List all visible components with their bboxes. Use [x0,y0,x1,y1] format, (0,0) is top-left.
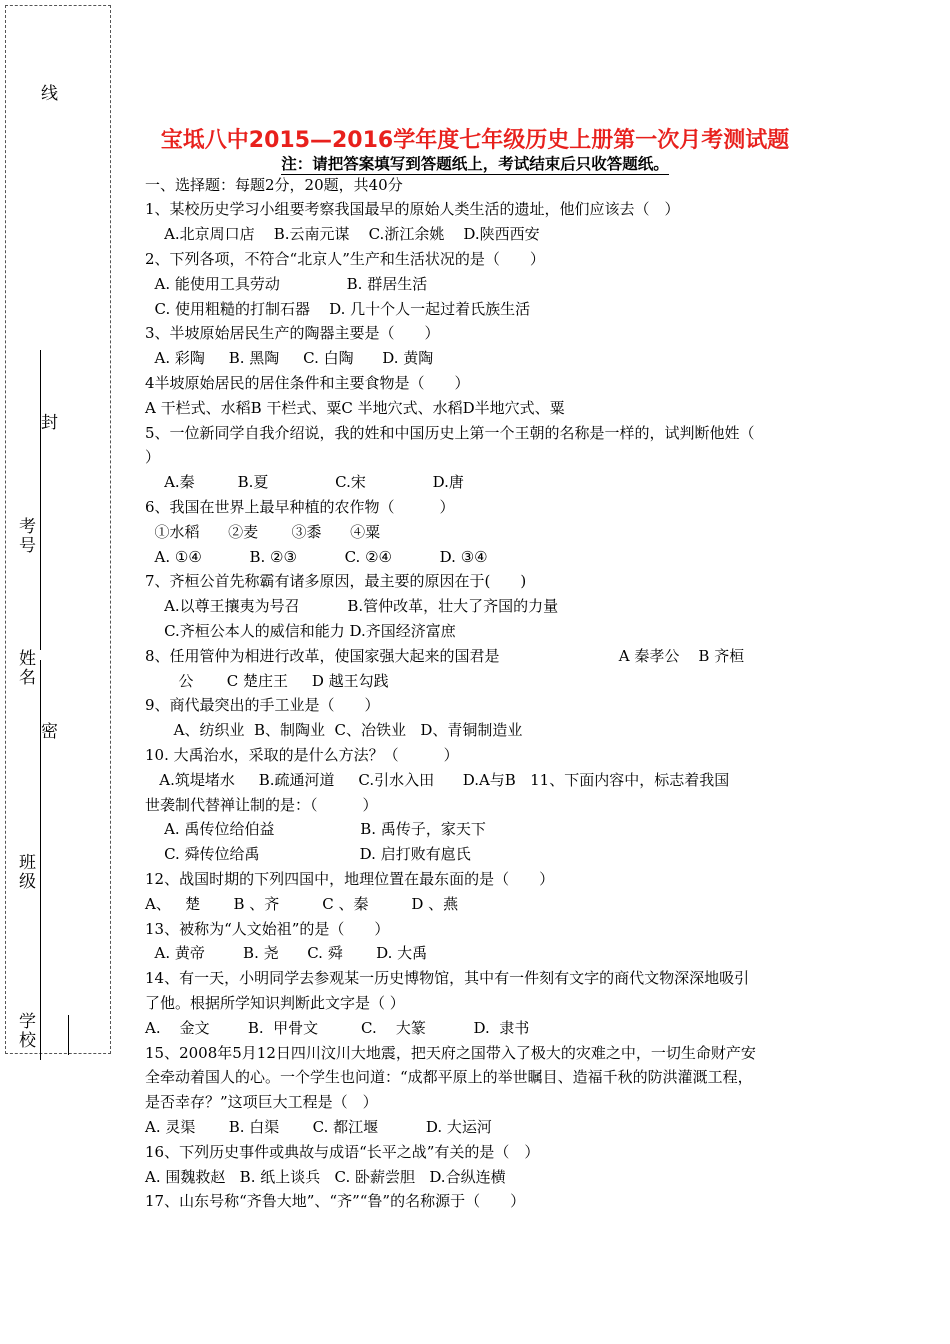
question-line: 7、齐桓公首先称霸有诸多原因，最主要的原因在于( ) [145,572,527,591]
question-line: A 干栏式、水稻B 干栏式、粟C 半地穴式、水稻D半地穴式、粟 [145,398,565,417]
page-title: 宝坻八中2015—2016学年度七年级历史上册第一次月考测试题 [160,128,790,153]
margin-label-xian: 线 [37,84,57,103]
question-line: A. 金文 B. 甲骨文 C. 大篆 D. 隶书 [145,1018,530,1037]
school-underline [68,1015,69,1055]
question-line: ） [145,448,161,467]
question-line: 16、下列历史事件或典故与成语“长平之战”有关的是（ ） [145,1142,540,1161]
question-line: 1、某校历史学习小组要考察我国最早的原始人类生活的遗址，他们应该去（ ） [145,200,680,219]
question-line: 世袭制代替禅让制的是：（ ） [145,795,378,814]
margin-label-feng: 封 [37,413,57,432]
question-line: A.筑堤堵水 B.疏通河道 C.引水入田 D.A与B 11、下面内容中，标志着我国 [145,770,730,789]
question-line: A、 楚 B 、齐 C 、秦 D 、燕 [145,894,459,913]
question-line: A.秦 B.夏 C.宋 D.唐 [145,473,464,492]
question-line: 2、下列各项，不符合“北京人”生产和生活状况的是（ ） [145,249,545,268]
question-line: C.齐桓公本人的威信和能力 D.齐国经济富庶 [145,621,456,640]
question-line: 公 C 楚庄王 D 越王勾践 [145,671,389,690]
exam-note-text: 注：请把答案填写到答题纸上，考试结束后只收答题纸。 [281,155,669,173]
question-line: A.北京周口店 B.云南元谋 C.浙江余姚 D.陕西西安 [145,225,540,244]
question-line: 8、任用管仲为相进行改革，使国家强大起来的国君是 A 秦孝公 B 齐桓 [145,646,745,665]
question-line: 9、商代最突出的手工业是（ ） [145,696,380,715]
question-line: ①水稻 ②麦 ③黍 ④粟 [145,522,381,541]
question-line: 17、山东号称“齐鲁大地”、“齐”“鲁”的名称源于（ ） [145,1192,526,1211]
question-line: A、纺织业 B、制陶业 C、冶铁业 D、青铜制造业 [145,721,523,740]
question-line: A. 能使用工具劳动 B. 群居生活 [145,274,428,293]
question-line: 3、半坡原始居民生产的陶器主要是（ ） [145,324,440,343]
margin-label-xuexiao: 学校 [15,1012,35,1050]
question-line: 15、2008年5月12日四川汶川大地震，把天府之国带入了极大的灾难之中，一切生命财产安 [145,1043,756,1062]
question-line: 6、我国在世界上最早种植的农作物（ ） [145,497,455,516]
question-line: A.以尊王攘夷为号召 B.管仲改革，壮大了齐国的力量 [145,597,559,616]
margin-label-kaohao: 考号 [15,517,35,555]
question-line: A. 围魏救赵 B. 纸上谈兵 C. 卧薪尝胆 D.合纵连横 [145,1167,506,1186]
question-line: A. 黄帝 B. 尧 C. 舜 D. 大禹 [145,944,428,963]
question-line: 13、被称为“人文始祖”的是（ ） [145,919,390,938]
margin-label-mi: 密 [37,722,57,741]
question-line: C. 使用粗糙的打制石器 D. 几十个人一起过着氏族生活 [145,299,531,318]
question-line: 5、一位新同学自我介绍说，我的姓和中国历史上第一个王朝的名称是一样的，试判断他姓（ [145,423,755,442]
question-line: 了他。根据所学知识判断此文字是（ ） [145,993,405,1012]
exam-note [0,152,950,174]
margin-label-xingming: 姓名 [15,649,35,687]
question-line: A. 禹传位给伯益 B. 禹传子，家天下 [145,820,486,839]
question-line: 是否幸存？”这项巨大工程是（ ） [145,1093,378,1112]
question-line: C. 舜传位给禹 D. 启打败有扈氏 [145,845,471,864]
question-line: 全牵动着国人的心。一个学生也问道：“成都平原上的举世瞩目、造福千秋的防洪灌溉工程， [145,1068,753,1087]
margin-label-banji: 班级 [15,853,35,891]
question-line: 10. 大禹治水，采取的是什么方法？（ ） [145,745,459,764]
question-line: 14、有一天，小明同学去参观某一历史博物馆，其中有一件刻有文字的商代文物深深地吸引 [145,969,750,988]
binding-line-lower [40,660,41,1060]
question-line: 一、选择题：每题2分，20题，共40分 [145,175,403,194]
question-line: A. 灵渠 B. 白渠 C. 都江堰 D. 大运河 [145,1117,492,1136]
question-line: A. ①④ B. ②③ C. ②④ D. ③④ [145,547,488,566]
binding-line-upper [40,350,41,650]
question-line: A. 彩陶 B. 黑陶 C. 白陶 D. 黄陶 [145,349,434,368]
question-line: 12、战国时期的下列四国中，地理位置在最东面的是（ ） [145,869,555,888]
question-line: 4半坡原始居民的居住条件和主要食物是（ ） [145,373,470,392]
